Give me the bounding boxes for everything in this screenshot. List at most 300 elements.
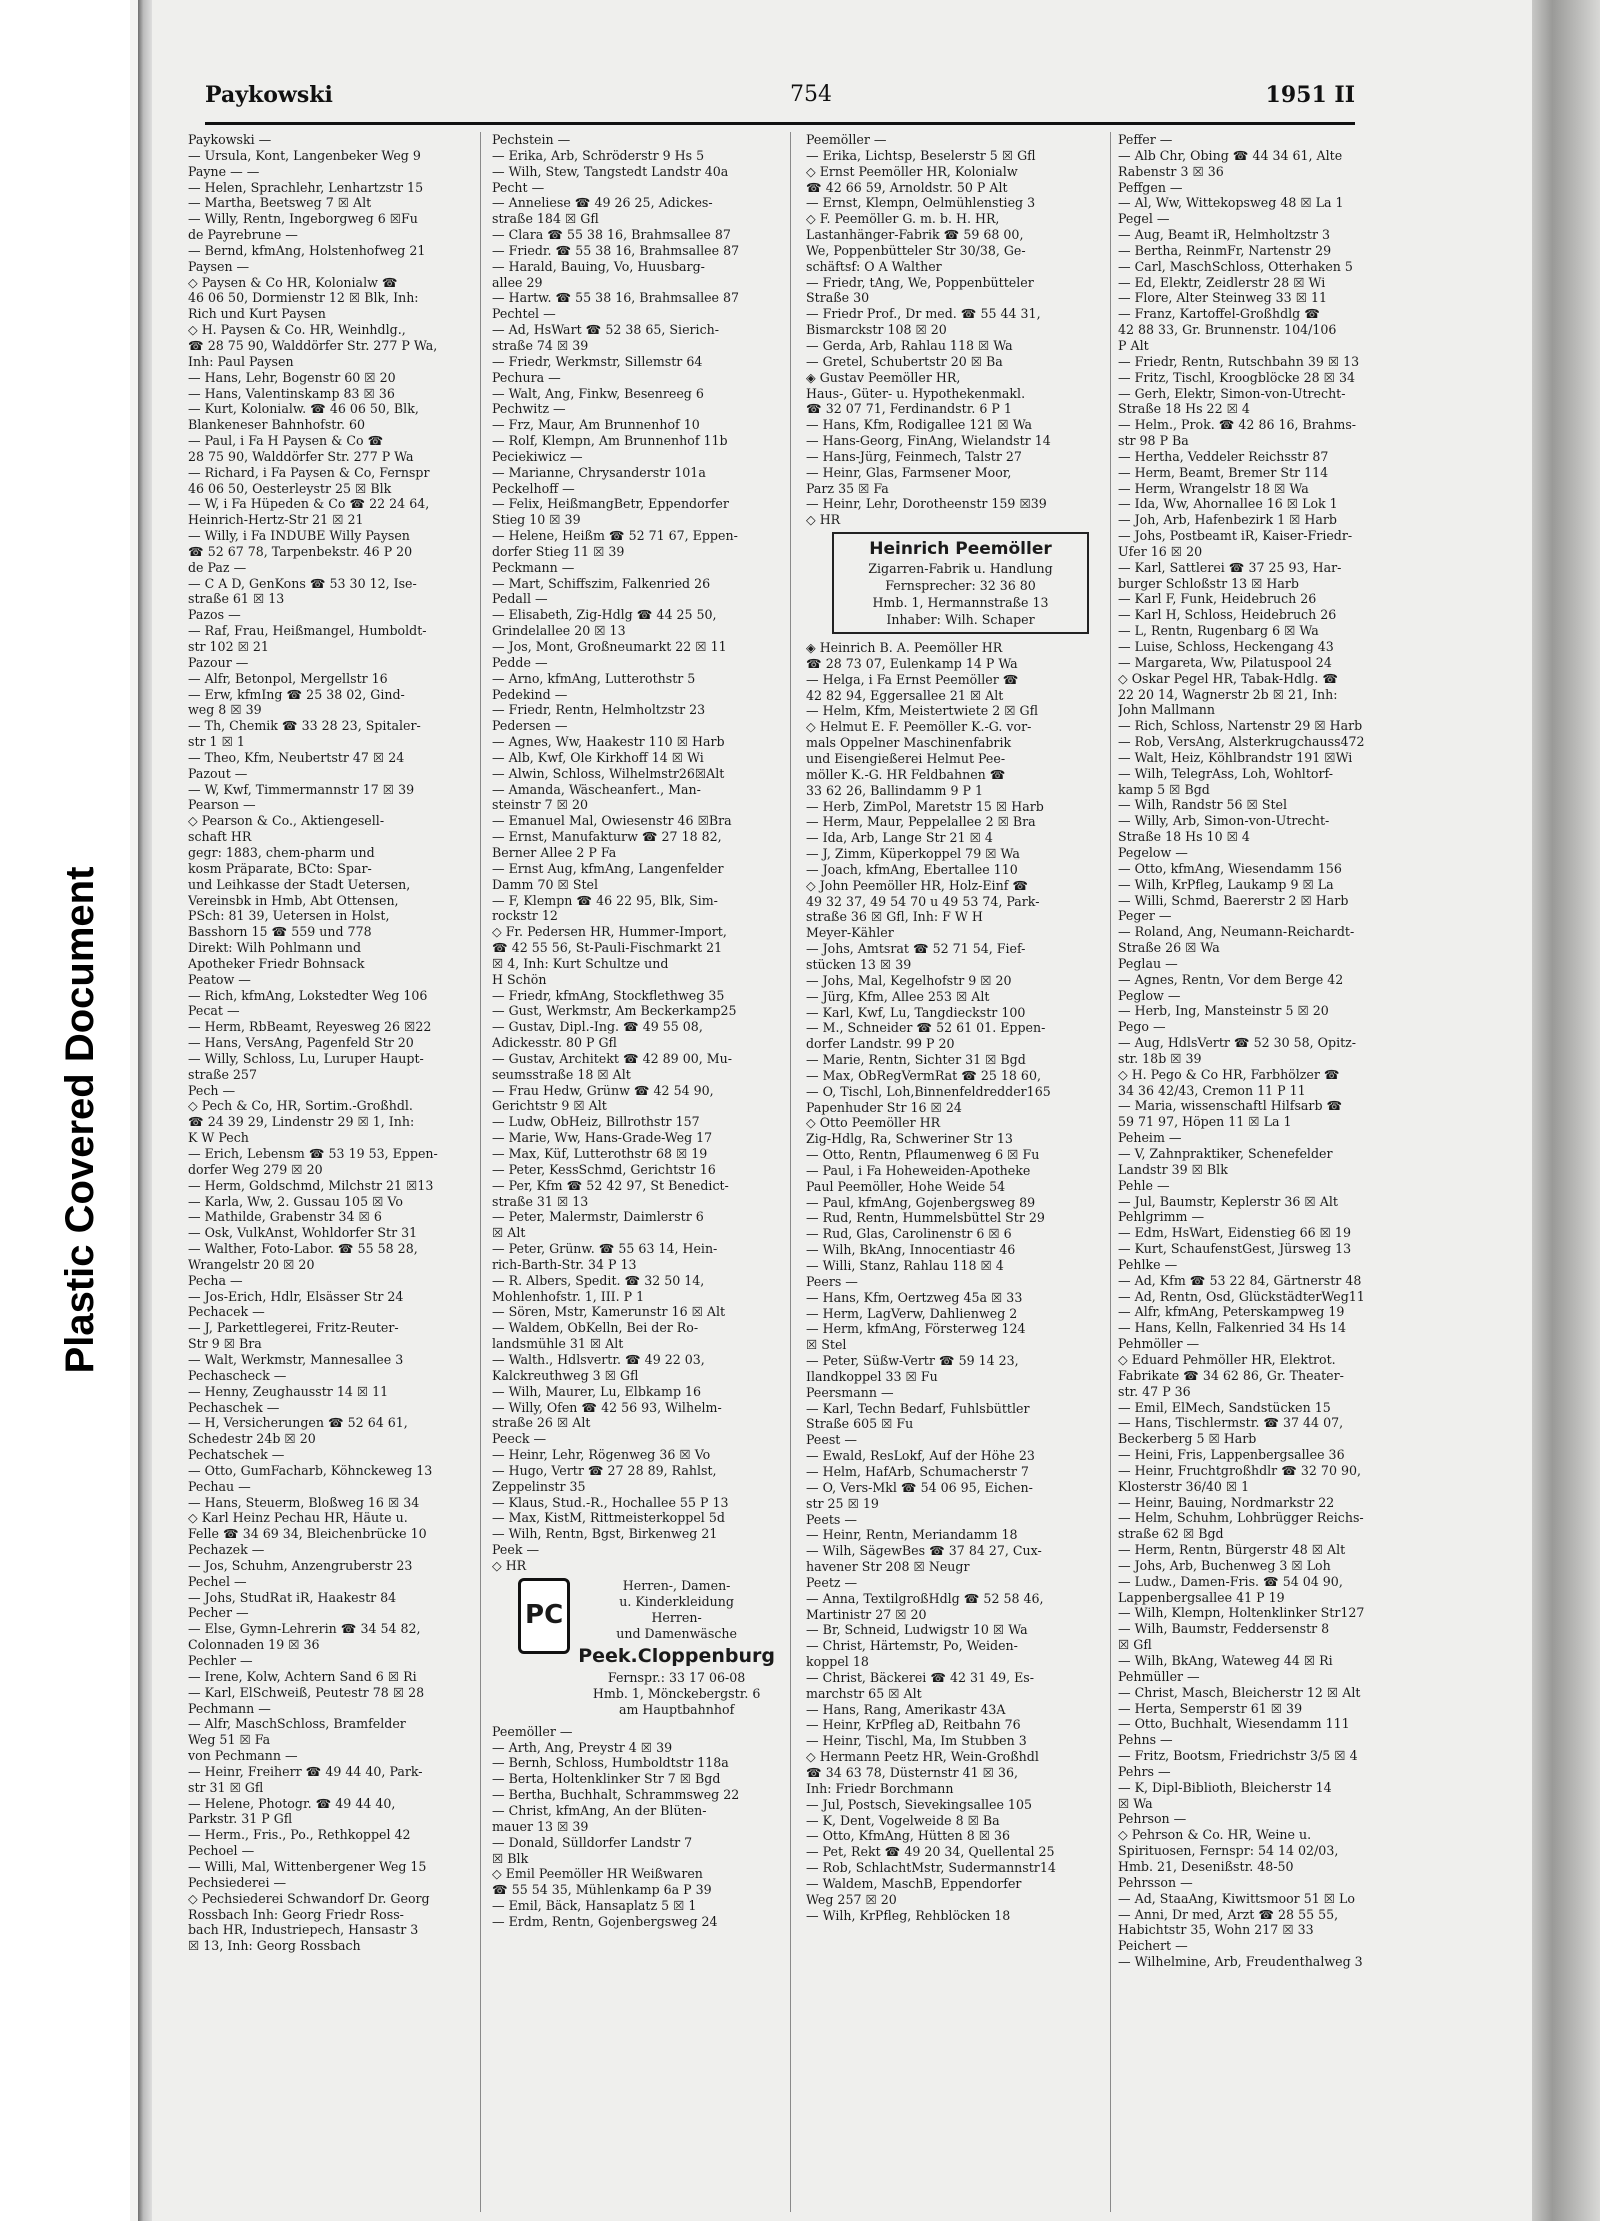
directory-entry-line: — O, Vers-Mkl ☎ 54 06 95, Eichen-	[806, 1479, 1033, 1495]
directory-entry-line: — Walt, Heiz, Köhlbrandstr 191 ☒Wi	[1118, 749, 1353, 765]
directory-entry-line: — Hans, Rang, Amerikastr 43A	[806, 1701, 1006, 1717]
directory-entry-line: — Ed, Elektr, Zeidlerstr 28 ☒ Wi	[1118, 274, 1326, 290]
directory-entry-line: — Walth., Hdlsvertr. ☎ 49 22 03,	[492, 1351, 705, 1367]
directory-entry-line: — Helm, HafArb, Schumacherstr 7	[806, 1463, 1029, 1479]
directory-entry-line: 46 06 50, Oesterleystr 25 ☒ Blk	[188, 480, 392, 496]
directory-entry-line: mauer 13 ☒ 39	[492, 1818, 589, 1834]
directory-entry-line: Pazos —	[188, 607, 241, 623]
directory-entry-line: straße 31 ☒ 13	[492, 1193, 589, 1209]
directory-entry-line: — F, Klempn ☎ 46 22 95, Blk, Sim-	[492, 892, 718, 908]
directory-entry-line: Pehlgrimm —	[1118, 1209, 1205, 1225]
directory-entry-line: — Emil, ElMech, Sandstücken 15	[1118, 1399, 1331, 1415]
directory-entry-line: Lastanhänger-Fabrik ☎ 59 68 00,	[806, 227, 1024, 243]
column-4	[1118, 132, 1401, 2212]
directory-entry-line: — Johs, Mal, Kegelhofstr 9 ☒ 20	[806, 972, 1012, 988]
ad-address: am Hauptbahnhof	[618, 1701, 735, 1717]
directory-entry-line: — Willy, Ofen ☎ 42 56 93, Wilhelm-	[492, 1399, 722, 1415]
directory-entry-line: — Marie, Ww, Hans-Grade-Weg 17	[492, 1130, 713, 1146]
directory-entry-line: Beckerberg 5 ☒ Harb	[1118, 1431, 1257, 1447]
directory-entry-line: Mohlenhofstr. 1, III. P 1	[492, 1288, 645, 1304]
directory-entry-line: ☎ 28 73 07, Eulenkamp 14 P Wa	[806, 655, 1018, 671]
directory-entry-line: Rich und Kurt Paysen	[188, 306, 326, 322]
directory-entry-line: — Bertha, ReinmFr, Nartenstr 29	[1118, 242, 1332, 258]
directory-entry-line: — Heinr, Lehr, Dorotheenstr 159 ☒39	[806, 496, 1047, 512]
directory-entry-line: Apotheker Friedr Bohnsack	[188, 955, 365, 971]
directory-entry-line: — Klaus, Stud.-R., Hochallee 55 P 13	[492, 1494, 729, 1510]
directory-entry-line: Pedde —	[492, 654, 548, 670]
directory-entry-line: — Marie, Rentn, Sichter 31 ☒ Bgd	[806, 1052, 1026, 1068]
directory-entry-line: — Jos, Mont, Großneumarkt 22 ☒ 11	[492, 639, 727, 654]
directory-entry-line: ☎ 55 54 35, Mühlenkamp 6a P 39	[492, 1882, 712, 1898]
directory-entry-line: str 98 P Ba	[1118, 433, 1189, 449]
directory-entry-line: — M., Schneider ☎ 52 61 01. Eppen-	[806, 1020, 1046, 1036]
directory-entry-line: Zig-Hdlg, Ra, Schweriner Str 13	[806, 1131, 1013, 1147]
directory-entry-line: — Raf, Frau, Heißmangel, Humboldt-	[188, 623, 427, 639]
directory-entry-line: — Hugo, Vertr ☎ 27 28 89, Rahlst,	[492, 1462, 717, 1478]
directory-entry-line: 42 82 94, Eggersallee 21 ☒ Alt	[806, 687, 1004, 703]
directory-entry-line: — Johs, Postbeamt iR, Kaiser-Friedr-	[1118, 528, 1353, 544]
directory-entry-line: Peichert —	[1118, 1938, 1188, 1954]
directory-entry-line: Peets —	[806, 1511, 857, 1527]
directory-entry-line: — Helga, i Fa Ernst Peemöller ☎	[806, 671, 1019, 687]
directory-entry-line: Landstr 39 ☒ Blk	[1118, 1161, 1228, 1177]
directory-entry-line: Ufer 16 ☒ 20	[1118, 543, 1203, 559]
directory-entry-line: — Alfr, kfmAng, Peterskampweg 19	[1118, 1304, 1345, 1320]
directory-entry-line: — Walt, Ang, Finkw, Besenreeg 6	[492, 385, 704, 401]
ad-line: Inhaber: Wilh. Schaper	[886, 612, 1035, 628]
directory-entry-line: H Schön	[492, 971, 547, 987]
directory-entry-line: — Kurt, SchaufenstGest, Jürsweg 13	[1118, 1241, 1352, 1257]
directory-entry-line: — Peter, Grünw. ☎ 55 63 14, Hein-	[492, 1241, 718, 1257]
directory-entry-line: Peckelhoff —	[492, 480, 575, 496]
directory-entry-line: — Christ, Masch, Bleicherstr 12 ☒ Alt	[1118, 1684, 1361, 1700]
directory-entry-line: — H, Versicherungen ☎ 52 64 61,	[188, 1415, 408, 1431]
directory-entry-line: Peffgen —	[1118, 179, 1183, 195]
directory-entry-line: — Helm, Kfm, Meistertwiete 2 ☒ Gfl	[806, 703, 1039, 719]
directory-entry-line: — Hans, Kfm, Oertzweg 45a ☒ 33	[806, 1289, 1023, 1305]
directory-entry-line: — Wilh, Stew, Tangstedt Landstr 40a	[492, 163, 729, 179]
directory-entry-line: Paysen —	[188, 258, 250, 274]
directory-entry-line: — K, Dipl-Biblioth, Bleicherstr 14	[1118, 1779, 1332, 1795]
directory-entry-line: — Ida, Arb, Lange Str 21 ☒ 4	[806, 830, 993, 846]
directory-entry-line: seumsstraße 18 ☒ Alt	[492, 1066, 631, 1082]
directory-entry-line: ◇ Pearson & Co., Aktiengesell-	[188, 813, 385, 829]
directory-entry-line: — Maria, wissenschaftl Hilfsarb ☎	[1118, 1098, 1343, 1114]
directory-entry-line: de Payrebrune —	[188, 227, 298, 243]
directory-entry-line: Paul Peemöller, Hohe Weide 54	[806, 1178, 1006, 1194]
directory-entry-line: Pego —	[1118, 1019, 1166, 1035]
directory-entry-line: — Wilh, Maurer, Lu, Elbkamp 16	[492, 1383, 702, 1399]
ad-phone: Fernspr.: 33 17 06-08	[607, 1669, 746, 1685]
directory-entry-line: Straße 605 ☒ Fu	[806, 1416, 914, 1432]
directory-entry-line: möller K.-G. HR Feldbahnen ☎	[806, 766, 1006, 782]
directory-entry-line: — Ernst, Klempn, Oelmühlenstieg 3	[806, 195, 1036, 211]
column-rule	[480, 132, 481, 2212]
column-rule	[790, 132, 791, 2212]
directory-entry-line: — Helm, Schuhm, Lohbrügger Reichs-	[1118, 1510, 1364, 1526]
directory-entry-line: — Osk, VulkAnst, Wohldorfer Str 31	[188, 1225, 418, 1241]
directory-entry-line: Peers —	[806, 1273, 858, 1289]
directory-entry-line: allee 29	[492, 274, 543, 290]
directory-entry-line: — O, Tischl, Loh,Binnenfeldredder165	[806, 1083, 1051, 1099]
directory-entry-line: gegr: 1883, chem-pharm und	[188, 844, 375, 860]
directory-entry-line: Pecht —	[492, 179, 545, 195]
directory-entry-line: — Otto, Rentn, Pflaumenweg 6 ☒ Fu	[806, 1147, 1040, 1163]
directory-entry-line: — Alwin, Schloss, Wilhelmstr26☒Alt	[492, 765, 725, 781]
directory-entry-line: Peetz —	[806, 1574, 858, 1590]
directory-entry-line: Pechtel —	[492, 306, 556, 322]
directory-entry-line: Pedall —	[492, 591, 548, 607]
directory-entry-line: Peest —	[806, 1432, 857, 1448]
directory-entry-line: — Wilh, KrPfleg, Laukamp 9 ☒ La	[1118, 876, 1334, 892]
directory-entry-line: Adickesstr. 80 P Gfl	[492, 1035, 617, 1051]
directory-entry-line: Str 9 ☒ Bra	[188, 1336, 262, 1352]
directory-entry-line: Pedekind —	[492, 686, 568, 702]
directory-entry-line: ◈ Heinrich B. A. Peemöller HR	[806, 640, 1003, 656]
ad-text	[578, 1578, 775, 1718]
directory-entry-line: ◇ John Peemöller HR, Holz-Einf ☎	[806, 877, 1029, 893]
directory-entry-line: Pehrsson —	[1118, 1874, 1193, 1890]
directory-entry-line: — Heinr, KrPfleg aD, Reitbahn 76	[806, 1717, 1021, 1733]
directory-entry-line: Straße 18 Hs 10 ☒ 4	[1118, 829, 1250, 845]
directory-entry-line: — Henny, Zeughausstr 14 ☒ 11	[188, 1383, 389, 1399]
directory-entry-line: — Frz, Maur, Am Brunnenhof 10	[492, 417, 700, 433]
directory-entry-line: — Frau Hedw, Grünw ☎ 42 54 90,	[492, 1082, 714, 1098]
directory-entry-line: — Karl F, Funk, Heidebruch 26	[1118, 591, 1317, 607]
directory-entry-line: ☒ Blk	[492, 1850, 529, 1866]
directory-entry-line: — Hartw. ☎ 55 38 16, Brahmsallee 87	[492, 290, 740, 306]
directory-entry-line: — Hertha, Veddeler Reichsstr 87	[1118, 448, 1329, 464]
directory-entry-line: Payne — —	[188, 163, 260, 179]
directory-entry-line: — Mart, Schiffszim, Falkenried 26	[492, 575, 711, 591]
directory-entry-line: — Arno, kfmAng, Lutterothstr 5	[492, 670, 696, 686]
directory-entry-line: — Helm., Prok. ☎ 42 86 16, Brahms-	[1118, 417, 1357, 433]
ad-line: u. Kinderkleidung	[619, 1593, 734, 1609]
directory-entry-line: — Ewald, ResLokf, Auf der Höhe 23	[806, 1448, 1035, 1464]
directory-entry-line: 34 36 42/43, Cremon 11 P 11	[1118, 1082, 1306, 1098]
directory-entry-line: — Elisabeth, Zig-Hdlg ☎ 44 25 50,	[492, 607, 717, 623]
directory-entry-line: — W, Kwf, Timmermannstr 17 ☒ 39	[188, 781, 415, 797]
directory-entry-line: — Willy, Schloss, Lu, Luruper Haupt-	[188, 1050, 424, 1066]
directory-entry-line: Peffer —	[1118, 132, 1173, 147]
directory-entry-line: — Herm, LagVerw, Dahlienweg 2	[806, 1305, 1018, 1321]
directory-entry-line: — Gustav, Architekt ☎ 42 89 00, Mu-	[492, 1050, 732, 1066]
directory-entry-line: PSch: 81 39, Uetersen in Holst,	[188, 908, 390, 924]
directory-entry-line: — Bertha, Buchhalt, Schrammsweg 22	[492, 1787, 740, 1803]
directory-entry-line: — Max, ObRegVermRat ☎ 25 18 60,	[806, 1067, 1041, 1083]
directory-entry-line: Vereinsbk in Hmb, Abt Ottensen,	[188, 892, 399, 908]
directory-entry-line: — Karl H, Schloss, Heidebruch 26	[1118, 607, 1337, 623]
directory-entry-line: Pechstein —	[492, 132, 571, 147]
directory-entry-line: Pechaschek —	[188, 1399, 280, 1415]
directory-entry-line: ◇ H. Paysen & Co. HR, Weinhdlg.,	[188, 322, 406, 338]
directory-entry-line: — Herm., Fris., Po., Rethkoppel 42	[188, 1827, 411, 1843]
brand-logo: PC	[518, 1578, 570, 1654]
directory-entry-line: — Ad, StaaAng, Kiwittsmoor 51 ☒ Lo	[1118, 1890, 1355, 1906]
directory-entry-line: — Bernh, Schloss, Humboldtstr 118a	[492, 1755, 729, 1771]
directory-entry-line: — Ad, HsWart ☎ 52 38 65, Sierich-	[492, 322, 720, 338]
directory-entry-line: — Alfr, MaschSchloss, Bramfelder	[188, 1716, 406, 1732]
ad-brand-name: Peek.Cloppenburg	[578, 1644, 775, 1667]
directory-entry-line: — Otto, kfmAng, Wiesendamm 156	[1118, 860, 1342, 876]
directory-entry-line: havener Str 208 ☒ Neugr	[806, 1559, 970, 1575]
directory-entry-line: — Otto, Buchhalt, Wiesendamm 111	[1118, 1716, 1350, 1732]
directory-entry-line: — Clara ☎ 55 38 16, Brahmsallee 87	[492, 227, 731, 243]
directory-entry-line: — Roland, Ang, Neumann-Reichardt-	[1118, 924, 1355, 940]
directory-entry-line: — Else, Gymn-Lehrerin ☎ 34 54 82,	[188, 1621, 421, 1637]
directory-entry-line: de Paz —	[188, 559, 247, 575]
directory-entry-line: — Wilh, SägewBes ☎ 37 84 27, Cux-	[806, 1543, 1042, 1559]
directory-entry-line: K W Pech	[188, 1130, 249, 1146]
directory-entry-line: — Irene, Kolw, Achtern Sand 6 ☒ Ri	[188, 1668, 417, 1684]
directory-entry-line: str. 18b ☒ 39	[1118, 1050, 1202, 1066]
directory-entry-line: — Waldem, MaschB, Eppendorfer	[806, 1875, 1022, 1891]
directory-entry-line: ☎ 52 67 78, Tarpenbekstr. 46 P 20	[188, 543, 413, 559]
advertisement-box	[832, 532, 1089, 634]
directory-entry-line: — Otto, GumFacharb, Köhnckeweg 13	[188, 1462, 433, 1478]
directory-entry-line: Pearson —	[188, 797, 256, 813]
directory-entry-line: Blankeneser Bahnhofstr. 60	[188, 417, 366, 433]
directory-entry-line: Ilandkoppel 33 ☒ Fu	[806, 1368, 938, 1384]
directory-entry-line: — Wilh, TelegrAss, Loh, Wohltorf-	[1118, 765, 1333, 781]
directory-entry-line: — Rolf, Klempn, Am Brunnenhof 11b	[492, 433, 728, 449]
directory-entry-line: — Erw, kfmIng ☎ 25 38 02, Gind-	[188, 686, 405, 702]
directory-entry-line: — Al, Ww, Wittekopsweg 48 ☒ La 1	[1118, 195, 1344, 211]
directory-entry-line: — Margareta, Ww, Pilatuspool 24	[1118, 654, 1332, 670]
directory-entry-line: ☎ 32 07 71, Ferdinandstr. 6 P 1	[806, 401, 1012, 417]
directory-entry-line: — Peter, Süßw-Vertr ☎ 59 14 23,	[806, 1353, 1019, 1369]
directory-entry-line: — Emanuel Mal, Owiesenstr 46 ☒Bra	[492, 813, 732, 829]
directory-entry-line: — Heinr, Bauing, Nordmarkstr 22	[1118, 1494, 1335, 1510]
directory-entry-line: — Rud, Glas, Carolinenstr 6 ☒ 6	[806, 1226, 1012, 1242]
directory-entry-line: — Aug, HdlsVertr ☎ 52 30 58, Opitz-	[1118, 1035, 1357, 1051]
directory-entry-line: weg 8 ☒ 39	[188, 702, 262, 718]
directory-entry-line: — Erika, Lichtsp, Beselerstr 5 ☒ Gfl	[806, 147, 1036, 163]
directory-entry-line: Peglow —	[1118, 987, 1181, 1003]
directory-entry-line: Pechatschek —	[188, 1447, 285, 1463]
directory-entry-line: str. 47 P 36	[1118, 1383, 1191, 1399]
ad-line: Fernsprecher: 32 36 80	[885, 578, 1036, 594]
directory-entry-line: — Hans, Lehr, Bogenstr 60 ☒ 20	[188, 369, 396, 385]
directory-entry-line: — Friedr, tAng, We, Poppenbütteler	[806, 274, 1034, 290]
directory-entry-line: — Berta, Holtenklinker Str 7 ☒ Bgd	[492, 1771, 721, 1787]
directory-entry-line: str 102 ☒ 21	[188, 639, 269, 654]
directory-entry-line: — Herm, Maur, Peppelallee 2 ☒ Bra	[806, 814, 1036, 830]
directory-entry-line: Lappenbergsallee 41 P 19	[1118, 1589, 1285, 1605]
directory-entry-line: — L, Rentn, Rugenbarg 6 ☒ Wa	[1118, 623, 1319, 639]
directory-entry-line: — Friedr, Rentn, Helmholtzstr 23	[492, 702, 706, 718]
directory-entry-line: Pehle —	[1118, 1177, 1170, 1193]
directory-entry-line: — Herm, Wrangelstr 18 ☒ Wa	[1118, 480, 1309, 496]
directory-entry-line: — Hans, Valentinskamp 83 ☒ 36	[188, 385, 395, 401]
directory-entry-line: steinstr 7 ☒ 20	[492, 797, 588, 813]
directory-entry-line: ☒ Alt	[492, 1225, 526, 1241]
directory-entry-line: — Richard, i Fa Paysen & Co, Fernspr	[188, 464, 430, 480]
directory-entry-line: Heinrich-Hertz-Str 21 ☒ 21	[188, 512, 364, 528]
directory-entry-line: — Hans, Tischlermstr. ☎ 37 44 07,	[1118, 1415, 1344, 1431]
directory-entry-line: — Alfr, Betonpol, Mergellstr 16	[188, 670, 388, 686]
directory-entry-line: — Herm, Beamt, Bremer Str 114	[1118, 464, 1329, 480]
directory-entry-line: — Wilh, Rentn, Bgst, Birkenweg 21	[492, 1526, 718, 1542]
directory-entry-line: — Hans, Steuerm, Bloßweg 16 ☒ 34	[188, 1494, 420, 1510]
directory-entry-line: Pazout —	[188, 765, 248, 781]
directory-entry-line: ☎ 42 66 59, Arnoldstr. 50 P Alt	[806, 179, 1008, 195]
directory-entry-line: Inh: Friedr Borchmann	[806, 1780, 954, 1796]
directory-entry-line: Pehlke —	[1118, 1256, 1178, 1272]
directory-entry-line: — Aug, Beamt iR, Helmholtzstr 3	[1118, 227, 1330, 243]
directory-entry-line: — Willi, Stanz, Rahlau 118 ☒ 4	[806, 1258, 1004, 1273]
directory-entry-line: — J, Parkettlegerei, Fritz-Reuter-	[188, 1320, 399, 1336]
directory-entry-line: — Erika, Arb, Schröderstr 9 Hs 5	[492, 147, 705, 163]
directory-entry-line: — Alb, Kwf, Ole Kirkhoff 14 ☒ Wi	[492, 749, 704, 765]
directory-entry-line: — Karl, ElSchweiß, Peutestr 78 ☒ 28	[188, 1684, 425, 1700]
directory-entry-line: Direkt: Wilh Pohlmann und	[188, 940, 362, 956]
directory-entry-line: schäftsf: O A Walther	[806, 258, 942, 274]
directory-entry-line: — Agnes, Ww, Haakestr 110 ☒ Harb	[492, 734, 725, 750]
directory-entry-line: — Gerda, Arb, Rahlau 118 ☒ Wa	[806, 337, 1013, 353]
directory-entry-line: Pechura —	[492, 369, 561, 385]
directory-entry-line: — Felix, HeißmangBetr, Eppendorfer	[492, 496, 729, 512]
directory-entry-line: dorfer Stieg 11 ☒ 39	[492, 543, 625, 559]
directory-entry-line: — Jul, Baumstr, Keplerstr 36 ☒ Alt	[1118, 1193, 1338, 1209]
directory-entry-line: Fabrikate ☎ 34 62 86, Gr. Theater-	[1118, 1367, 1344, 1383]
directory-entry-line: Peger —	[1118, 908, 1172, 924]
directory-entry-line: Peek —	[492, 1542, 540, 1558]
directory-entry-line: — Max, KistM, Rittmeisterkoppel 5d	[492, 1510, 725, 1526]
directory-entry-line: Pechsiederei —	[188, 1874, 287, 1890]
directory-entry-line: Basshorn 15 ☎ 559 und 778	[188, 924, 372, 940]
running-head	[205, 82, 1355, 125]
directory-entry-line: 28 75 90, Walddörfer Str. 277 P Wa	[188, 448, 414, 464]
directory-entry-line: rich-Barth-Str. 34 P 13	[492, 1256, 637, 1272]
directory-entry-line: — Th, Chemik ☎ 33 28 23, Spitaler-	[188, 718, 421, 734]
directory-entry-line: — Ad, Rentn, Osd, GlückstädterWeg11	[1118, 1288, 1365, 1304]
directory-entry-line: straße 61 ☒ 13	[188, 591, 285, 607]
directory-entry-line: — Willi, Schmd, Baererstr 2 ☒ Harb	[1118, 892, 1349, 908]
directory-entry-line: — Erdm, Rentn, Gojenbergsweg 24	[492, 1913, 718, 1929]
directory-entry-line: ◇ Emil Peemöller HR Weißwaren	[492, 1866, 703, 1882]
directory-entry-line: straße 62 ☒ Bgd	[1118, 1526, 1224, 1542]
directory-entry-line: — Johs, Amtsrat ☎ 52 71 54, Fief-	[806, 941, 1026, 957]
directory-entry-line: Peatow —	[188, 971, 251, 987]
directory-entry-line: Pechacek —	[188, 1304, 265, 1320]
directory-entry-line: — Rud, Rentn, Hummelsbüttel Str 29	[806, 1210, 1045, 1226]
directory-entry-line: — Heinr, Glas, Farmsener Moor,	[806, 464, 1012, 480]
directory-entry-line: — Wilh, Randstr 56 ☒ Stel	[1118, 797, 1287, 813]
directory-entry-line: ☎ 42 55 56, St-Pauli-Fischmarkt 21	[492, 940, 723, 956]
directory-entry-line: Paykowski —	[188, 132, 272, 147]
directory-entry-line: Straße 30	[806, 290, 870, 306]
directory-entry-line: Pechazek —	[188, 1542, 265, 1558]
directory-entry-line: — Edm, HsWart, Eidenstieg 66 ☒ 19	[1118, 1225, 1351, 1241]
directory-entry-line: — Christ, kfmAng, An der Blüten-	[492, 1803, 707, 1818]
directory-entry-line: 42 88 33, Gr. Brunnenstr. 104/106	[1118, 322, 1337, 338]
advertisement-box	[518, 1578, 775, 1718]
directory-entry-line: — Jürg, Kfm, Allee 253 ☒ Alt	[806, 988, 990, 1004]
directory-entry-line: — Bernd, kfmAng, Holstenhofweg 21	[188, 242, 426, 258]
directory-entry-line: Pech —	[188, 1082, 236, 1098]
directory-entry-line: ☒ Wa	[1118, 1795, 1153, 1811]
ad-marker: ◇ HR	[492, 1557, 527, 1573]
directory-entry-line: — Friedr Prof., Dr med. ☎ 55 44 31,	[806, 306, 1041, 322]
directory-entry-line: Colonnaden 19 ☒ 36	[188, 1637, 320, 1653]
directory-entry-line: Meyer-Kähler	[806, 925, 894, 941]
page-number: 754	[790, 82, 832, 107]
directory-entry-line: — Wilh, Baumstr, Feddersenstr 8	[1118, 1621, 1330, 1637]
plastic-cover-stamp: Plastic Covered Document	[58, 866, 102, 1374]
directory-entry-line: — Friedr, kfmAng, Stockflethweg 35	[492, 987, 725, 1003]
directory-entry-line: str 25 ☒ 19	[806, 1495, 879, 1511]
directory-entry-line: mals Oppelner Maschinenfabrik	[806, 735, 1012, 751]
directory-entry-line: — Herta, Semperstr 61 ☒ 39	[1118, 1700, 1303, 1716]
directory-entry-line: ◇ Pech & Co, HR, Sortim.-Großhdl.	[188, 1098, 413, 1114]
directory-entry-line: kosm Präparate, BCto: Spar-	[188, 860, 372, 876]
directory-entry-line: Pegelow —	[1118, 844, 1188, 860]
directory-entry-line: Zeppelinstr 35	[492, 1478, 586, 1494]
directory-entry-line: — Amanda, Wäscheanfert., Man-	[492, 781, 701, 797]
directory-entry-line: — Erich, Lebensm ☎ 53 19 53, Eppen-	[188, 1146, 438, 1161]
directory-entry-line: — Heinr, Freiherr ☎ 49 44 40, Park-	[188, 1763, 423, 1779]
directory-entry-line: Pecat —	[188, 1003, 240, 1019]
directory-entry-line: ◇ Otto Peemöller HR	[806, 1115, 941, 1131]
page-edge	[138, 0, 152, 2221]
directory-entry-line: — Christ, Härtemstr, Po, Weiden-	[806, 1638, 1018, 1654]
directory-entry-line: Damm 70 ☒ Stel	[492, 876, 598, 892]
directory-entry-line: — Gerh, Elektr, Simon-von-Utrecht-	[1118, 385, 1346, 401]
directory-entry-line: straße 74 ☒ 39	[492, 337, 589, 353]
directory-entry-line: und Leihkasse der Stadt Uetersen,	[188, 876, 411, 892]
directory-entry-line: Pechmann —	[188, 1700, 271, 1716]
directory-entry-line: Pecher —	[188, 1605, 249, 1621]
directory-entry-line: — Hans, Kelln, Falkenried 34 Hs 14	[1118, 1320, 1347, 1336]
directory-entry-line: Felle ☎ 34 69 34, Bleichenbrücke 10	[188, 1526, 427, 1542]
directory-entry-line: — Ludw, ObHeiz, Billrothstr 157	[492, 1114, 700, 1130]
directory-entry-line: — Gretel, Schubertstr 20 ☒ Ba	[806, 353, 1003, 369]
directory-entry-line: straße 36 ☒ Gfl, Inh: F W H	[806, 909, 983, 925]
directory-entry-line: — Friedr, Rentn, Rutschbahn 39 ☒ 13	[1118, 353, 1360, 369]
directory-entry-line: — Walt, Werkmstr, Mannesallee 3	[188, 1351, 404, 1367]
directory-entry-line: Peglau —	[1118, 955, 1178, 971]
directory-entry-line: Peeck —	[492, 1431, 547, 1447]
directory-entry-line: Peemöller —	[806, 132, 887, 147]
directory-entry-line: — Joh, Arb, Hafenbezirk 1 ☒ Harb	[1118, 512, 1337, 528]
directory-entry-line: marchstr 65 ☒ Alt	[806, 1685, 922, 1701]
directory-entry-line: Peckmann —	[492, 559, 575, 575]
directory-entry-line: dorfer Landstr. 99 P 20	[806, 1036, 955, 1052]
directory-entry-line: Pedersen —	[492, 718, 568, 734]
directory-entry-line: Schedestr 24b ☒ 20	[188, 1431, 316, 1447]
directory-entry-line: — Max, Küf, Lutterothstr 68 ☒ 19	[492, 1146, 708, 1161]
directory-entry-line: — Per, Kfm ☎ 52 42 97, St Benedict-	[492, 1177, 729, 1193]
ad-line: und Damenwäsche	[616, 1625, 737, 1641]
directory-entry-line: Pechel —	[188, 1573, 247, 1589]
directory-entry-line: — Helen, Sprachlehr, Lenhartzstr 15	[188, 179, 424, 195]
directory-entry-line: Straße 26 ☒ Wa	[1118, 940, 1220, 956]
directory-entry-line: str 31 ☒ Gfl	[188, 1779, 264, 1795]
directory-entry-line: — Donald, Sülldorfer Landstr 7	[492, 1834, 693, 1850]
directory-entry-line: — Harald, Bauing, Vo, Huusbarg-	[492, 258, 705, 274]
directory-entry-line: Peemöller —	[492, 1723, 573, 1739]
directory-entry-line: ◈ Gustav Peemöller HR,	[806, 369, 961, 385]
directory-entry-line: We, Poppenbütteler Str 30/38, Ge-	[806, 242, 1026, 258]
directory-entry-line: Peheim —	[1118, 1130, 1182, 1146]
directory-entry-line: — W, i Fa Hüpeden & Co ☎ 22 24 64,	[188, 496, 430, 512]
directory-entry-line: — Karl, Kwf, Lu, Tangdieckstr 100	[806, 1004, 1026, 1020]
directory-entry-line: Klosterstr 36/40 ☒ 1	[1118, 1478, 1250, 1494]
directory-entry-line: 59 71 97, Höpen 11 ☒ La 1	[1118, 1114, 1292, 1130]
directory-entry-line: ◇ Pehrson & Co. HR, Weine u.	[1118, 1827, 1312, 1843]
directory-entry-line: — Heinr, Fruchtgroßhdlr ☎ 32 70 90,	[1118, 1462, 1361, 1478]
